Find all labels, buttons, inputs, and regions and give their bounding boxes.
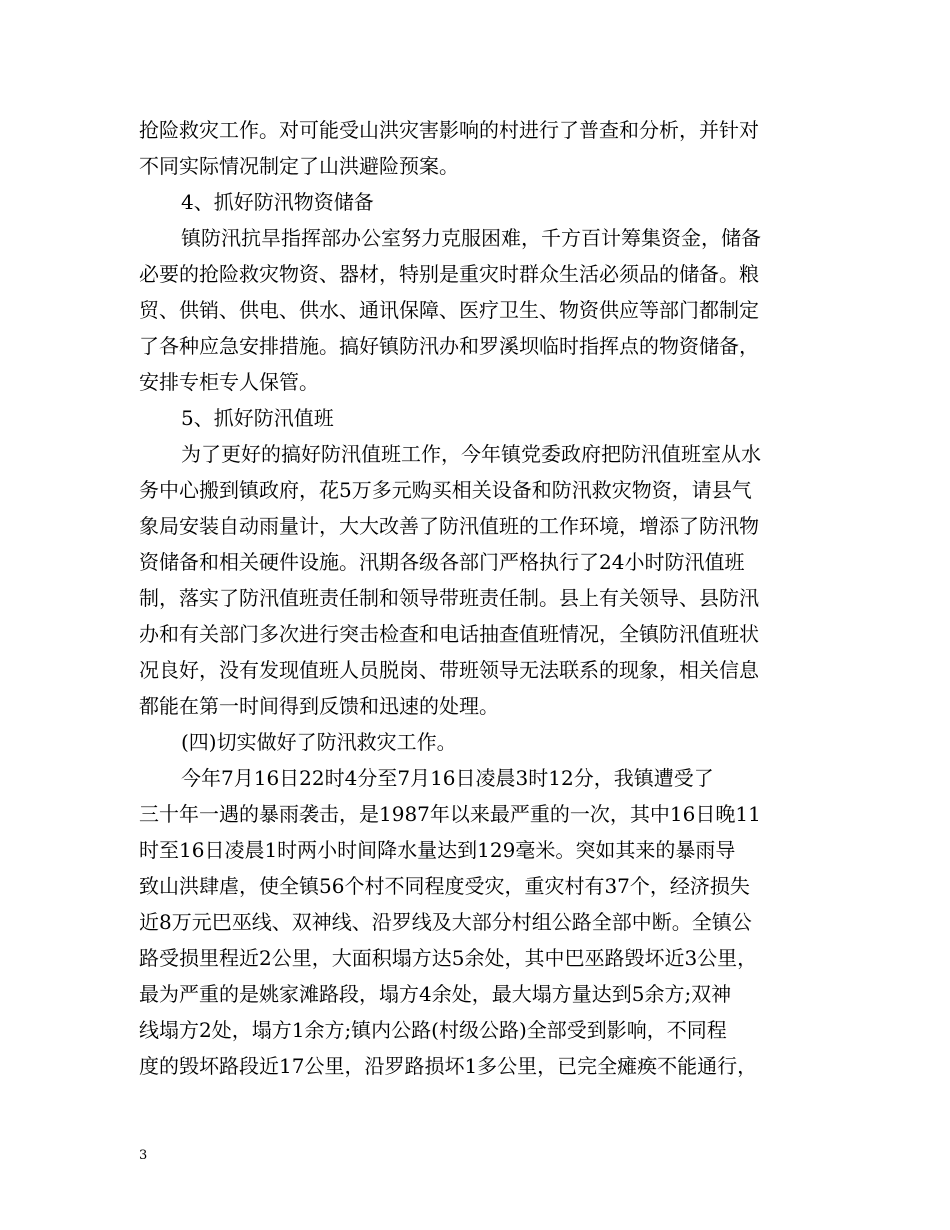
body-text-line: 资储备和相关硬件设施。汛期各级各部门严格执行了24小时防汛值班 — [139, 550, 745, 574]
body-text-line: 办和有关部门多次进行突击检查和电话抽查值班情况，全镇防汛值班状 — [139, 622, 759, 646]
body-text-line: 不同实际情况制定了山洪避险预案。 — [139, 154, 459, 178]
body-text-line: 贸、供销、供电、供水、通讯保障、医疗卫生、物资供应等部门都制定 — [139, 298, 759, 322]
body-text-line: 安排专柜专人保管。 — [139, 370, 319, 394]
page-number: 3 — [139, 1148, 148, 1163]
body-text-line: 镇防汛抗旱指挥部办公室努力克服困难，千方百计筹集资金，储备 — [181, 226, 761, 250]
body-text-line: 抢险救灾工作。对可能受山洪灾害影响的村进行了普查和分析，并针对 — [139, 118, 759, 142]
body-text-line: 最为严重的是姚家滩路段，塌方4余处，最大塌方量达到5余方;双神 — [139, 982, 732, 1006]
body-text-line: 线塌方2处，塌方1余方;镇内公路(村级公路)全部受到影响，不同程 — [139, 1018, 727, 1042]
body-text-line: 时至16日凌晨1时两小时间降水量达到129毫米。突如其来的暴雨导 — [139, 838, 736, 862]
body-text-line: 象局安装自动雨量计，大大改善了防汛值班的工作环境，增添了防汛物 — [139, 514, 759, 538]
body-text-line: 制，落实了防汛值班责任制和领导带班责任制。县上有关领导、县防汛 — [139, 586, 759, 610]
body-text-line: 今年7月16日22时4分至7月16日凌晨3时12分，我镇遭受了 — [181, 766, 714, 790]
body-text-line: 务中心搬到镇政府，花5万多元购买相关设备和防汛救灾物资，请县气 — [139, 478, 752, 502]
body-text-line: 路受损里程近2公里，大面积塌方达5余处，其中巴巫路毁坏近3公里， — [139, 946, 758, 970]
body-text-line: 致山洪肆虐，使全镇56个村不同程度受灾，重灾村有37个，经济损失 — [139, 874, 750, 898]
section-heading: (四)切实做好了防汛救灾工作。 — [181, 730, 457, 754]
body-text-line: 度的毁坏路段近17公里，沿罗路损坏1多公里，已完全瘫痪不能通行， — [139, 1054, 758, 1078]
body-text-line: 况良好，没有发现值班人员脱岗、带班领导无法联系的现象，相关信息 — [139, 658, 759, 682]
section-heading: 4、抓好防汛物资储备 — [181, 190, 374, 214]
body-text-line: 为了更好的搞好防汛值班工作，今年镇党委政府把防汛值班室从水 — [181, 442, 761, 466]
body-text-line: 必要的抢险救灾物资、器材，特别是重灾时群众生活必须品的储备。粮 — [139, 262, 759, 286]
section-heading: 5、抓好防汛值班 — [181, 406, 334, 430]
body-text-line: 近8万元巴巫线、双神线、沿罗线及大部分村组公路全部中断。全镇公 — [139, 910, 752, 934]
body-text-line: 三十年一遇的暴雨袭击，是1987年以来最严重的一次，其中16日晚11 — [139, 802, 761, 826]
body-text-line: 都能在第一时间得到反馈和迅速的处理。 — [139, 694, 499, 718]
body-text-line: 了各种应急安排措施。搞好镇防汛办和罗溪坝临时指挥点的物资储备， — [139, 334, 759, 358]
